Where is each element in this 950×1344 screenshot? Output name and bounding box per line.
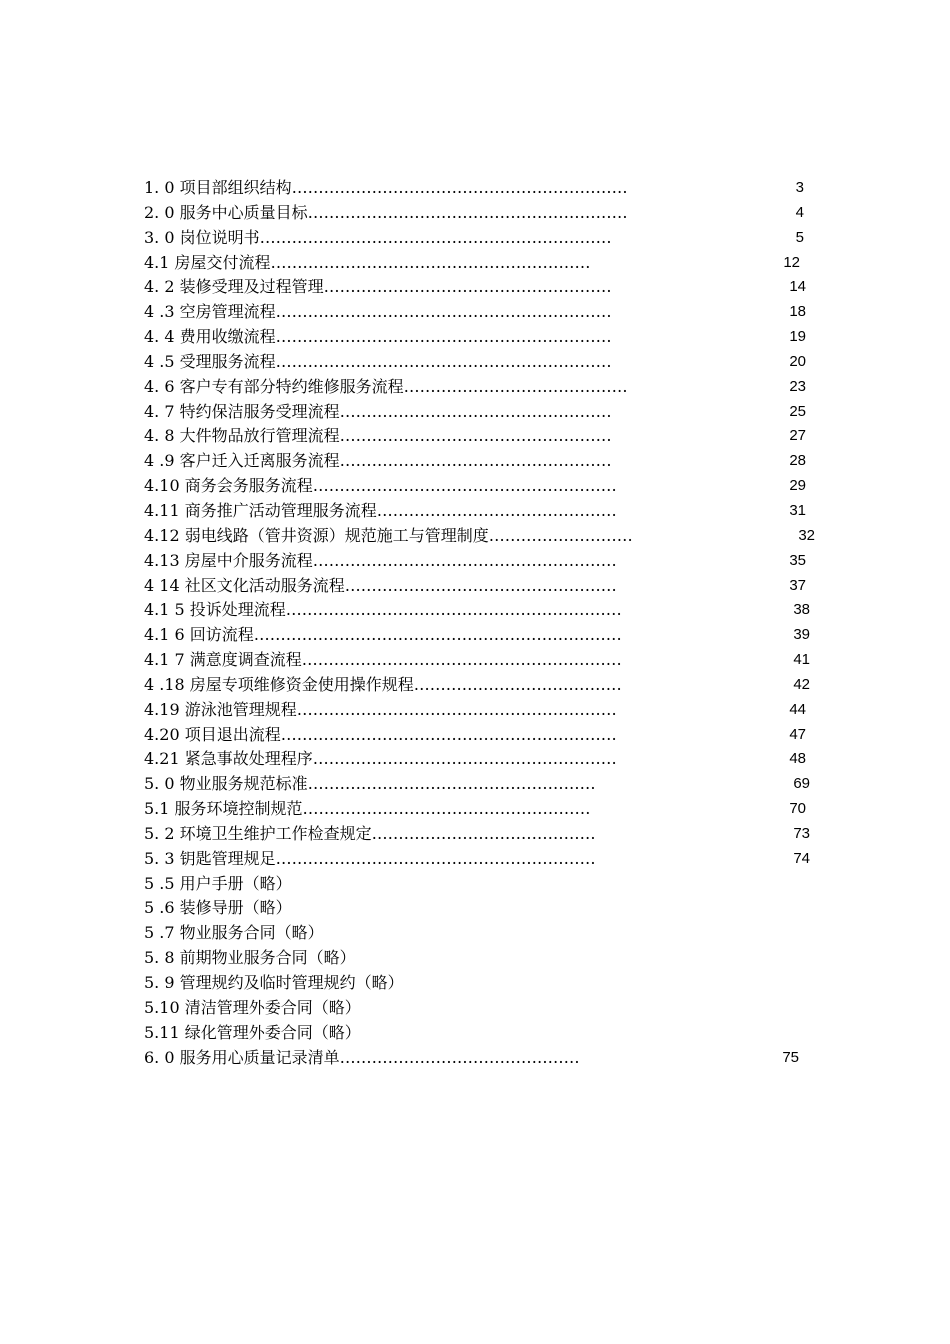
toc-entry[interactable] (144, 574, 824, 599)
toc-entry-title: 4.1 房屋交付流程…………………………………………………… (144, 252, 591, 272)
toc-entry-page-number: 19 (789, 328, 806, 346)
toc-entry-page-number: 42 (793, 675, 810, 693)
toc-entry-page-number: 29 (789, 477, 806, 495)
toc-entry-title: 4. 8 大件物品放行管理流程…………………………………………… (144, 426, 612, 446)
toc-entry-page-number: 4 (795, 203, 804, 221)
toc-entry-title: 5 .7 物业服务合同（略） (144, 923, 324, 943)
toc-entry[interactable] (144, 449, 824, 474)
toc-entry-page-number: 5 (795, 228, 804, 246)
toc-entry-title: 5.11 绿化管理外委合同（略） (144, 1022, 361, 1042)
toc-entry[interactable] (144, 474, 824, 499)
toc-entry-title: 4. 4 费用收缴流程……………………………………………………… (144, 327, 612, 347)
toc-entry[interactable] (144, 598, 824, 623)
toc-entry[interactable] (144, 226, 824, 251)
toc-entry-page-number: 12 (783, 253, 800, 271)
toc-entry[interactable] (144, 201, 824, 226)
toc-entry-title: 4.12 弱电线路（管井资源）规范施工与管理制度……………………… (144, 525, 633, 545)
toc-entry-title: 4. 6 客户专有部分特约维修服务流程…………………………………… (144, 376, 628, 396)
toc-entry-title: 5. 3 钥匙管理规足…………………………………………………… (144, 848, 596, 868)
toc-entry[interactable] (144, 549, 824, 574)
toc-entry[interactable] (144, 623, 824, 648)
toc-entry-title: 4.13 房屋中介服务流程………………………………………………… (144, 550, 617, 570)
toc-entry-page-number: 31 (789, 501, 806, 519)
toc-entry[interactable] (144, 499, 824, 524)
toc-entry-title: 4 .5 受理服务流程……………………………………………………… (144, 351, 612, 371)
toc-entry-page-number: 38 (793, 601, 810, 619)
toc-entry[interactable] (144, 251, 824, 276)
toc-entry-title: 4. 7 特约保洁服务受理流程…………………………………………… (144, 401, 612, 421)
toc-entry[interactable] (144, 822, 824, 847)
toc-entry[interactable] (144, 747, 824, 772)
toc-entry-title: 4 14 社区文化活动服务流程…………………………………………… (144, 575, 617, 595)
toc-entry[interactable] (144, 424, 824, 449)
toc-entry-title: 4.10 商务会务服务流程………………………………………………… (144, 476, 617, 496)
toc-entry-title: 4.21 紧急事故处理程序………………………………………………… (144, 749, 617, 769)
toc-entry-page-number: 70 (789, 800, 806, 818)
toc-entry-page-number: 14 (789, 278, 806, 296)
toc-entry-title: 5 .5 用户手册（略） (144, 873, 292, 893)
toc-entry-page-number: 47 (789, 725, 806, 743)
toc-entry-page-number: 74 (793, 849, 810, 867)
toc-entry-title: 5. 8 前期物业服务合同（略） (144, 948, 356, 968)
toc-entry-title: 4.11 商务推广活动管理服务流程……………………………………… (144, 500, 617, 520)
toc-entry-title: 4.1 5 投诉处理流程……………………………………………………… (144, 600, 622, 620)
toc-entry-page-number: 44 (789, 700, 806, 718)
toc-entry-title: 4.1 6 回访流程…………………………………………………………… (144, 625, 622, 645)
toc-entry-page-number: 48 (789, 750, 806, 768)
toc-entry[interactable] (144, 300, 824, 325)
toc-entry[interactable] (144, 797, 824, 822)
toc-entry-title: 4 .9 客户迁入迁离服务流程…………………………………………… (144, 451, 612, 471)
toc-entry-page-number: 23 (789, 377, 806, 395)
toc-entry-title: 1. 0 项目部组织结构……………………………………………………… (144, 178, 628, 197)
toc-entry[interactable] (144, 921, 824, 946)
toc-entry-title: 4.19 游泳池管理规程…………………………………………………… (144, 699, 617, 719)
toc-entry[interactable] (144, 176, 824, 201)
toc-entry-page-number: 41 (793, 651, 810, 669)
toc-entry[interactable] (144, 673, 824, 698)
toc-entry-page-number: 27 (789, 427, 806, 445)
toc-entry[interactable] (144, 723, 824, 748)
toc-entry[interactable] (144, 896, 824, 921)
toc-entry-title: 5.1 服务环境控制规范……………………………………………… (144, 799, 591, 819)
toc-entry-title: 5. 2 环境卫生维护工作检查规定…………………………………… (144, 823, 596, 843)
toc-entry[interactable] (144, 996, 824, 1021)
toc-entry[interactable] (144, 698, 824, 723)
toc-entry-title: 4.20 项目退出流程……………………………………………………… (144, 724, 617, 744)
toc-entry[interactable] (144, 946, 824, 971)
toc-entry-page-number: 73 (793, 824, 810, 842)
toc-entry[interactable] (144, 350, 824, 375)
toc-entry-page-number: 35 (789, 551, 806, 569)
toc-entry-page-number: 69 (793, 775, 810, 793)
toc-entry[interactable] (144, 971, 824, 996)
toc-entry-page-number: 32 (798, 526, 815, 544)
toc-entry[interactable] (144, 872, 824, 897)
toc-entry-title: 6. 0 服务用心质量记录清单……………………………………… (144, 1047, 580, 1067)
toc-entry-title: 2. 0 服务中心质量目标…………………………………………………… (144, 202, 628, 222)
toc-entry-title: 4 .18 房屋专项维修资金使用操作规程………………………………… (144, 674, 622, 694)
toc-entry-page-number: 28 (789, 452, 806, 470)
toc-entry-page-number: 18 (789, 303, 806, 321)
toc-entry[interactable] (144, 400, 824, 425)
toc-entry-page-number: 37 (789, 576, 806, 594)
toc-entry-title: 5 .6 装修导册（略） (144, 898, 292, 918)
toc-entry[interactable] (144, 375, 824, 400)
toc-entry[interactable] (144, 275, 824, 300)
toc-entry[interactable] (144, 847, 824, 872)
toc-entry-page-number: 75 (782, 1048, 799, 1066)
toc-entry[interactable] (144, 772, 824, 797)
toc-entry-title: 4 .3 空房管理流程……………………………………………………… (144, 302, 612, 322)
toc-entry-page-number: 3 (795, 179, 804, 196)
table-of-contents (144, 176, 824, 1070)
toc-entry[interactable] (144, 1021, 824, 1046)
toc-entry-page-number: 39 (793, 626, 810, 644)
toc-entry[interactable] (144, 524, 824, 549)
toc-entry-title: 5. 0 物业服务规范标准……………………………………………… (144, 774, 596, 794)
toc-entry[interactable] (144, 648, 824, 673)
toc-entry-title: 5. 9 管理规约及临时管理规约（略） (144, 973, 404, 992)
toc-entry-title: 5.10 清洁管理外委合同（略） (144, 997, 361, 1017)
toc-entry[interactable] (144, 1046, 824, 1071)
toc-entry-page-number: 20 (789, 352, 806, 370)
toc-entry-title: 4.1 7 满意度调查流程…………………………………………………… (144, 650, 622, 670)
toc-entry-title: 4. 2 装修受理及过程管理……………………………………………… (144, 277, 612, 297)
toc-entry[interactable] (144, 325, 824, 350)
toc-entry-page-number: 25 (789, 402, 806, 420)
toc-entry-title: 3. 0 岗位说明书………………………………………………………… (144, 227, 612, 247)
